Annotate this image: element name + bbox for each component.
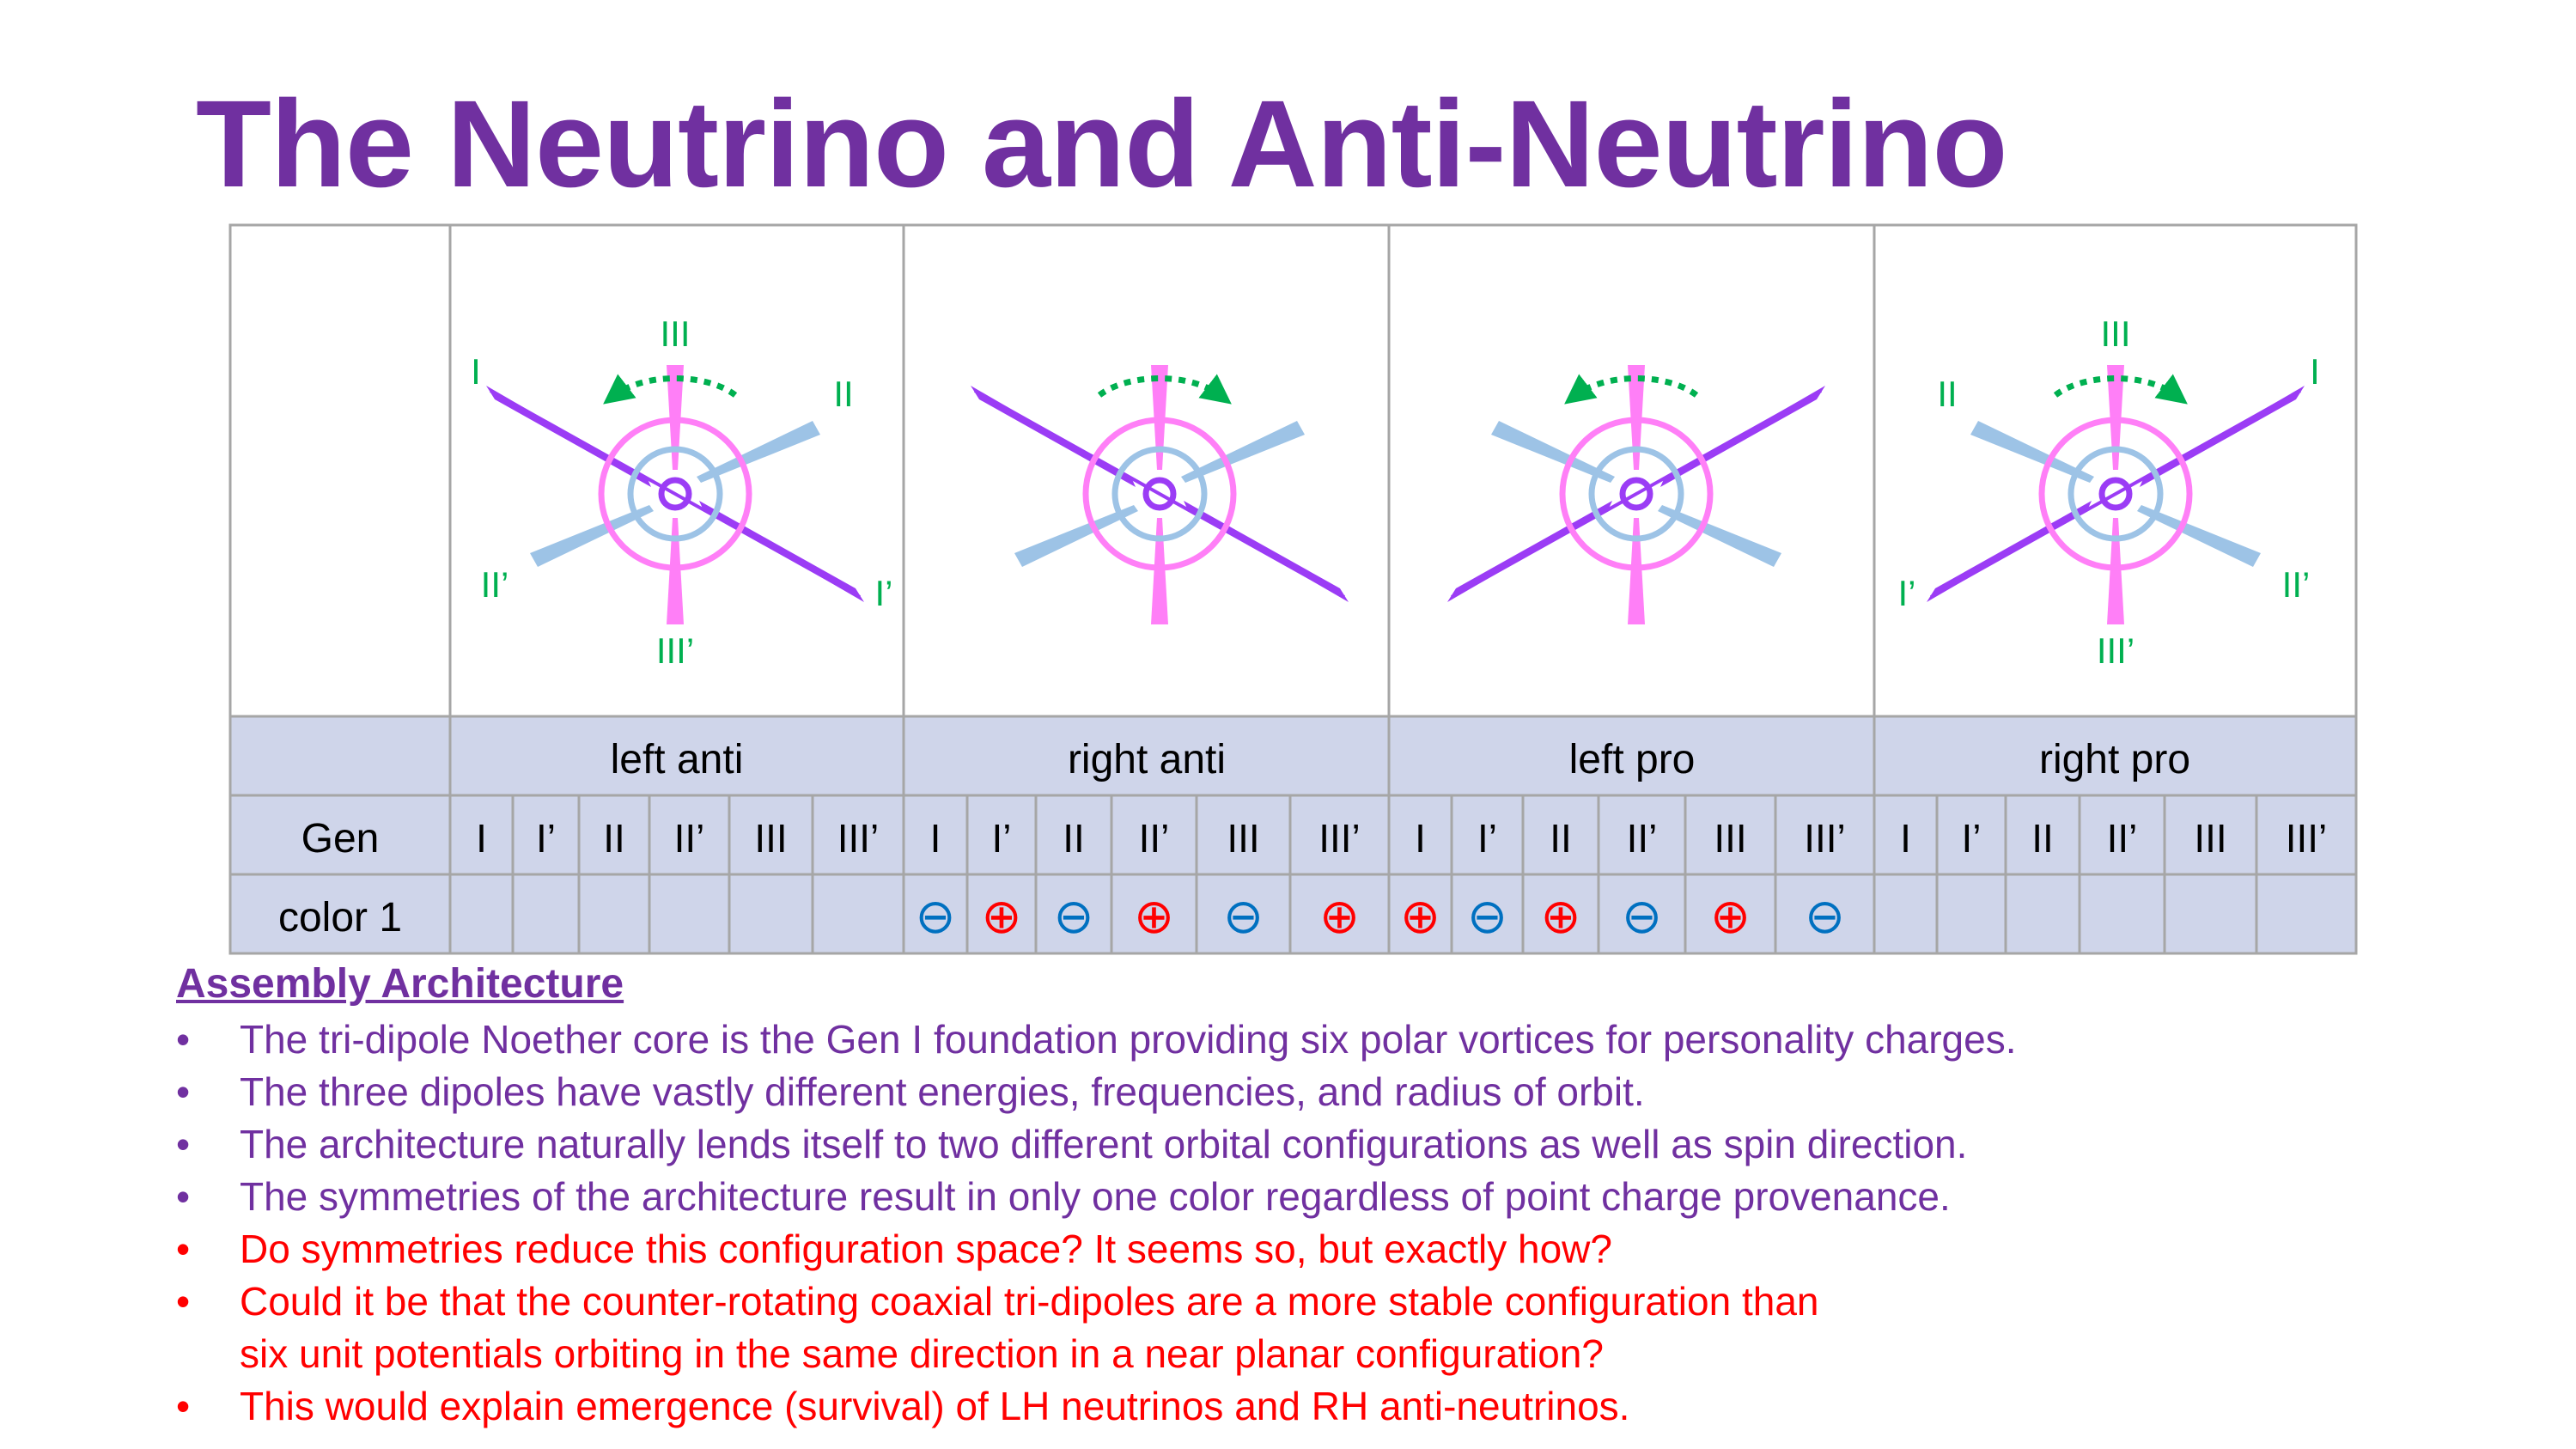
assembly-bullet-text: Could it be that the counter-rotating coaxial tri-dipoles are a more stable configuration than: [240, 1279, 1819, 1324]
dipole-III-arm: [667, 518, 684, 624]
minus-charge-icon: ⊖: [1622, 889, 1662, 945]
plus-charge-icon: ⊕: [981, 889, 1022, 945]
gen-cell: III’: [1804, 816, 1846, 861]
config-label-right-pro: right pro: [2038, 737, 2191, 782]
assembly-bullet: [176, 1380, 2017, 1433]
assembly-bullet: [176, 1118, 2017, 1171]
plus-charge-icon: ⊕: [1319, 889, 1360, 945]
gen-row-label: Gen: [301, 816, 380, 861]
assembly-bullet: [176, 1275, 2017, 1328]
dipole-III-arm: [1628, 518, 1645, 624]
bullet-dot-icon: •: [176, 1069, 191, 1114]
gen-cell: I: [476, 816, 487, 861]
bullet-dot-icon: •: [176, 1017, 191, 1062]
gen-cell: II’: [1138, 816, 1170, 861]
vortex-label-II: II: [1937, 374, 1958, 414]
vortex-diagram-right-pro: [1898, 314, 2320, 671]
minus-charge-icon: ⊖: [1805, 889, 1845, 945]
bullet-dot-icon: •: [176, 1227, 191, 1271]
gen-cell: II’: [2106, 816, 2138, 861]
gen-cell: II: [1550, 816, 1572, 861]
plus-charge-icon: ⊕: [1540, 889, 1581, 945]
bullet-dot-icon: •: [176, 1384, 191, 1428]
gen-cell: III: [1227, 816, 1260, 861]
assembly-bullet-text: The architecture naturally lends itself to two different orbital configurations as well as spin direction.: [240, 1122, 1968, 1166]
gen-cell: II’: [673, 816, 705, 861]
assembly-bullet-text: The symmetries of the architecture result in only one color regardless of point charge provenance.: [240, 1174, 1951, 1219]
gen-cell: II: [2031, 816, 2054, 861]
assembly-heading: Assembly Architecture: [176, 961, 624, 1007]
gen-cell: III: [1714, 816, 1747, 861]
gen-cell: III: [754, 816, 788, 861]
assembly-bullet-text: six unit potentials orbiting in the same direction in a near planar configuration?: [240, 1331, 1604, 1376]
gen-cell: III’: [2285, 816, 2328, 861]
assembly-bullet-text: The tri-dipole Noether core is the Gen I foundation providing six polar vortices for personality charges.: [240, 1017, 2017, 1062]
config-label-left-pro: left pro: [1568, 737, 1696, 782]
gen-cell: II: [1063, 816, 1085, 861]
assembly-bullet-list: [176, 1014, 2017, 1433]
gen-cell: I: [1415, 816, 1426, 861]
gen-cell: I’: [1477, 816, 1497, 861]
config-label-right-anti: right anti: [1067, 737, 1227, 782]
vortex-label-II: II: [833, 374, 854, 414]
plus-charge-icon: ⊕: [1134, 889, 1174, 945]
minus-charge-icon: ⊖: [1053, 889, 1094, 945]
vortex-label-I: I: [471, 351, 481, 392]
dipole-III-arm: [2107, 518, 2124, 624]
assembly-bullet: [176, 1014, 2017, 1066]
gen-cell: II’: [1626, 816, 1658, 861]
vortex-label-II-prime: II’: [2281, 564, 2311, 605]
gen-cell: III: [2194, 816, 2227, 861]
vortex-label-III-prime: III’: [655, 630, 695, 671]
gen-cell: I’: [536, 816, 556, 861]
assembly-bullet-text: The three dipoles have vastly different energies, frequencies, and radius of orbit.: [240, 1069, 1645, 1114]
vortex-label-III: III: [660, 314, 691, 354]
assembly-bullet: [176, 1066, 2017, 1118]
assembly-bullet-text: This would explain emergence (survival) of LH neutrinos and RH anti-neutrinos.: [240, 1384, 1630, 1428]
color-row-label: color 1: [277, 895, 403, 941]
minus-charge-icon: ⊖: [915, 889, 956, 945]
bullet-dot-icon: •: [176, 1122, 191, 1166]
gen-cell: II: [603, 816, 625, 861]
bullet-dot-icon: •: [176, 1174, 191, 1219]
config-label-left-anti: left anti: [610, 737, 744, 782]
minus-charge-icon: ⊖: [1223, 889, 1264, 945]
gen-cell: I: [929, 816, 941, 861]
vortex-diagram-right-anti: [971, 365, 1349, 624]
vortex-label-III-prime: III’: [2096, 630, 2135, 671]
vortex-diagram-left-anti: [471, 314, 892, 671]
assembly-bullet-text: Do symmetries reduce this configuration space? It seems so, but exactly how?: [240, 1227, 1612, 1271]
vortex-label-III: III: [2100, 314, 2131, 354]
gen-cell: I’: [991, 816, 1012, 861]
vortex-label-I-prime: I’: [874, 573, 893, 613]
page-title: The Neutrino and Anti-Neutrino: [196, 75, 2007, 213]
vortex-label-I-prime: I’: [1897, 573, 1916, 613]
assembly-bullet: [176, 1328, 2017, 1380]
assembly-bullet: [176, 1171, 2017, 1223]
plus-charge-icon: ⊕: [1400, 889, 1440, 945]
vortex-diagram-left-pro: [1447, 365, 1825, 624]
gen-cell: III’: [1318, 816, 1361, 861]
plus-charge-icon: ⊕: [1710, 889, 1751, 945]
vortex-label-I: I: [2310, 351, 2320, 392]
vortex-label-II-prime: II’: [480, 564, 509, 605]
assembly-bullet: [176, 1223, 2017, 1275]
gen-cell: I: [1900, 816, 1911, 861]
minus-charge-icon: ⊖: [1467, 889, 1507, 945]
gen-cell: III’: [837, 816, 880, 861]
dipole-III-arm: [1151, 518, 1168, 624]
gen-cell: I’: [1961, 816, 1982, 861]
bullet-dot-icon: •: [176, 1279, 191, 1324]
